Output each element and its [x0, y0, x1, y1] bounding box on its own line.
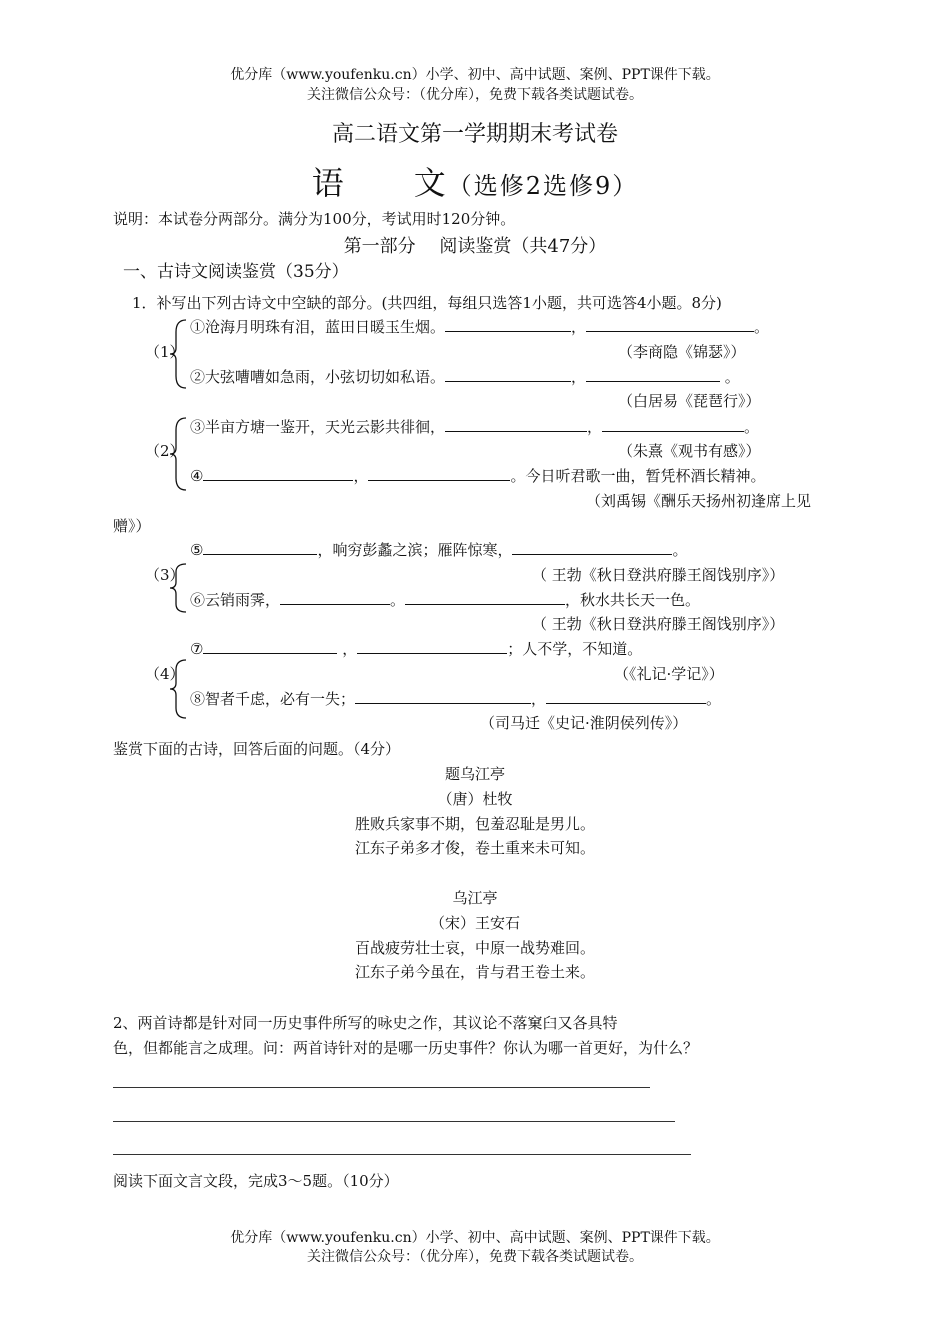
source-1: （李商隐《锦瑟》） [618, 343, 746, 361]
group-2-item-4 [190, 465, 765, 486]
item-8-end: 。 [706, 690, 722, 708]
poem-1-line-1: 胜败兵家事不期，包羞忍耻是男儿。 [354, 815, 595, 833]
item-3-end: 。 [744, 418, 760, 436]
group-4-brace [168, 658, 188, 720]
group-4-item-8 [190, 688, 721, 709]
item-8-text: ⑧智者千虑，必有一失； [190, 690, 356, 708]
group-3-item-5 [190, 539, 687, 560]
group-3-brace [168, 562, 188, 614]
item-3-sep: ， [587, 418, 603, 436]
group-1-item-2 [190, 366, 740, 387]
blank-6b[interactable] [405, 589, 565, 605]
item-5-text: ⑤ [190, 541, 204, 559]
item-2-sep: ， [571, 368, 587, 386]
source-5: （ 王勃《秋日登洪府滕王阁饯别序》） [532, 566, 785, 584]
poem-1-line-2: 江东子弟多才俊，卷土重来未可知。 [354, 839, 595, 857]
source-6: （ 王勃《秋日登洪府滕王阁饯别序》） [532, 615, 785, 633]
blank-2b[interactable] [586, 366, 720, 382]
poem-2-line-1: 百战疲劳壮士哀，中原一战势难回。 [354, 939, 595, 957]
poem-2-title: 乌江亭 [452, 889, 498, 907]
question-1-stem: 1．补写出下列古诗文中空缺的部分。(共四组，每组只选答1小题，共可选答4小题。8分) [132, 294, 722, 312]
poem-2-line-2: 江东子弟今虽在，肯与君王卷土来。 [354, 963, 595, 981]
source-7: （《礼记·学记》） [614, 665, 724, 683]
header-line-2: 关注微信公众号：（优分库），免费下载各类试题试卷。 [307, 87, 643, 103]
blank-4a[interactable] [203, 465, 353, 481]
blank-2a[interactable] [445, 366, 571, 382]
item-8-sep: ， [531, 690, 547, 708]
blank-3a[interactable] [445, 416, 587, 432]
subject-title [0, 158, 950, 204]
header-line-1: 优分库（www.youfenku.cn）小学、初中、高中试题、案例、PPT课件下载。 [230, 67, 720, 83]
answer-line-3[interactable] [113, 1154, 691, 1155]
blank-7a[interactable] [203, 638, 337, 654]
group-1-brace [168, 318, 188, 390]
blank-5b[interactable] [512, 539, 672, 555]
blank-7b[interactable] [357, 638, 507, 654]
item-6-mid: 。 [390, 591, 406, 609]
item-4-end: 。今日听君歌一曲，暂凭杯酒长精神。 [510, 467, 766, 485]
group-1-label: （1） [145, 343, 185, 361]
item-7-sep: ， [337, 640, 358, 658]
blank-1a[interactable] [445, 316, 571, 332]
blank-6a[interactable] [280, 589, 390, 605]
source-4-cont: 赠》） [113, 517, 151, 535]
blank-3b[interactable] [602, 416, 744, 432]
exam-title: 高二语文第一学期期末考试卷 [331, 122, 618, 147]
item-2-end: 。 [720, 368, 740, 386]
item-1-end: 。 [754, 318, 770, 336]
reading-intro: 阅读下面文言文段，完成3～5题。（10分） [113, 1172, 399, 1190]
subject-main: 语 文 [311, 164, 448, 202]
question-2-line-1: 2、两首诗都是针对同一历史事件所写的咏史之作，其议论不落窠臼又各具特 [113, 1014, 618, 1032]
item-7-text: ⑦ [190, 640, 204, 658]
group-2-item-3 [190, 416, 759, 437]
answer-line-1[interactable] [113, 1087, 650, 1088]
section-title: 一、古诗文阅读鉴赏（35分） [123, 262, 349, 282]
instructions: 说明：本试卷分两部分。满分为100分，考试用时120分钟。 [113, 210, 516, 228]
source-2: （白居易《琵琶行》） [618, 392, 761, 410]
part-title: 第一部分 阅读鉴赏（共47分） [343, 236, 607, 257]
source-8: （司马迁《史记·淮阴侯列传》） [480, 714, 688, 732]
source-3: （朱熹《观书有感》） [618, 442, 761, 460]
answer-line-2[interactable] [113, 1121, 675, 1122]
group-3-label: （3） [145, 566, 185, 584]
item-3-text: ③半亩方塘一鉴开，天光云影共徘徊， [190, 418, 446, 436]
blank-8b[interactable] [546, 688, 706, 704]
footer-line-2: 关注微信公众号：（优分库），免费下载各类试题试卷。 [307, 1249, 643, 1265]
item-1-text: ①沧海月明珠有泪，蓝田日暖玉生烟。 [190, 318, 446, 336]
poem-1-author: （唐）杜牧 [437, 790, 513, 808]
blank-8a[interactable] [355, 688, 531, 704]
item-4-text: ④ [190, 467, 204, 485]
group-4-label: （4） [145, 665, 185, 683]
footer-line-1: 优分库（www.youfenku.cn）小学、初中、高中试题、案例、PPT课件下载。 [230, 1230, 720, 1246]
appreciation-intro: 鉴赏下面的古诗，回答后面的问题。（4分） [113, 740, 401, 758]
group-3-item-6 [190, 589, 700, 610]
item-4-sep: ， [353, 467, 369, 485]
item-7-end: ；人不学，不知道。 [507, 640, 643, 658]
poem-1-title: 题乌江亭 [444, 765, 505, 783]
item-2-text: ②大弦嘈嘈如急雨，小弦切切如私语。 [190, 368, 446, 386]
item-6-end: ，秋水共长天一色。 [565, 591, 701, 609]
item-6-text: ⑥云销雨霁， [190, 591, 281, 609]
item-5-mid: ，响穷彭蠡之滨；雁阵惊寒， [317, 541, 513, 559]
group-2-label: （2） [145, 442, 185, 460]
group-2-brace [168, 416, 188, 492]
question-2-line-2: 色，但都能言之成理。问：两首诗针对的是哪一历史事件？你认为哪一首更好，为什么？ [113, 1039, 699, 1057]
source-4: （刘禹锡《酬乐天扬州初逢席上见 [586, 492, 812, 510]
blank-5a[interactable] [203, 539, 317, 555]
poem-2-author: （宋）王安石 [429, 914, 520, 932]
group-4-item-7 [190, 638, 642, 659]
item-5-end: 。 [672, 541, 688, 559]
group-1-item-1 [190, 316, 769, 337]
blank-1b[interactable] [586, 316, 754, 332]
item-1-sep: ， [571, 318, 587, 336]
subject-sub: （选修2选修9） [447, 172, 639, 200]
blank-4b[interactable] [368, 465, 510, 481]
